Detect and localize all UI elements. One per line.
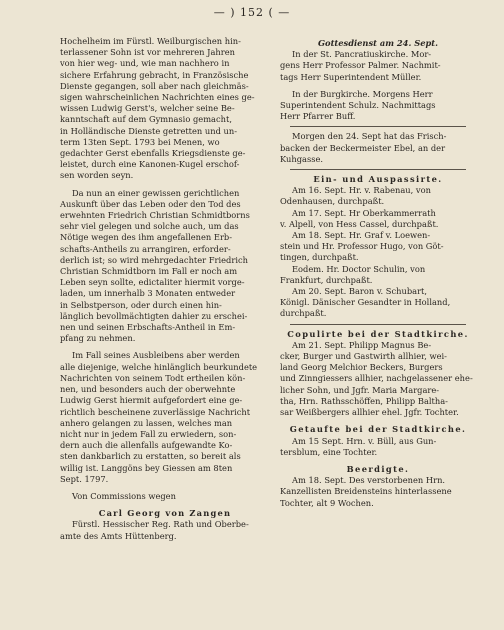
text-line: Odenhausen, durchpaßt. [280, 196, 385, 207]
text-line: Herr Pfarrer Buff. [280, 111, 356, 122]
buried-heading: Beerdigte. [346, 463, 410, 474]
text-line: Im Fall seines Ausbleibens aber werden [72, 350, 240, 361]
text-line: licher Sohn, und Jgfr. Maria Margare- [280, 384, 440, 395]
text-line: tingen, durchpaßt. [280, 252, 359, 263]
text-line: Am 17. Sept. Hr Oberkammerrath [292, 207, 436, 218]
text-line: Superintendent Schulz. Nachmittags [280, 100, 436, 111]
text-line: Kuhgasse. [280, 153, 324, 164]
text-line: Christian Schmidtborn im Fall er noch am [60, 266, 238, 277]
text-line: nen, und besonders auch der oberwehnte [60, 384, 236, 395]
signer-name: Carl Georg von Zangen [98, 508, 232, 519]
baptized-heading: Getaufte bei der Stadtkirche. [289, 424, 467, 435]
text-line: Auskunft über das Leben oder den Tod des [60, 198, 241, 209]
notice-paragraph-2 [60, 188, 270, 345]
text-line: alle diejenige, welche hinlänglich beurkundete [60, 361, 258, 372]
notice-paragraph-1 [60, 36, 270, 182]
text-line: in Holländische Dienste getretten und un- [60, 125, 238, 136]
text-line: amte des Amts Hüttenberg. [60, 530, 177, 541]
text-line: Fürstl. Hessischer Reg. Rath und Oberbe- [72, 519, 249, 530]
text-line: sigen wahrscheinlichen Nachrichten eines ge- [60, 92, 255, 103]
text-line: derlich ist; so wird mehrgedachter Friedrich [60, 254, 248, 265]
text-line: pfang zu nehmen. [60, 333, 136, 344]
text-line: Morgen den 24. Sept hat das Frisch- [292, 131, 447, 142]
text-line: sten dankbarlich zu erstatten, so bereit als [60, 451, 241, 462]
text-line: erwehnten Friedrich Christian Schmidtborns [60, 210, 250, 221]
baptized-entry [280, 436, 476, 458]
text-line: nicht nur in jedem Fall zu erwiedern, son- [60, 428, 237, 439]
text-line: Tochter, alt 9 Wochen. [280, 497, 374, 508]
text-line: willig ist. Langgöns bey Giessen am 8ten [60, 462, 233, 473]
text-line: kanntschaft auf dem Gymnasio gemacht, [60, 114, 232, 125]
left-column [60, 36, 270, 542]
bakers-notice [280, 131, 476, 165]
buried-entry [280, 475, 476, 509]
text-line: Sept. 1797. [60, 473, 109, 484]
divider [290, 324, 466, 325]
text-line: Nötige wegen des ihm angefallenen Erb- [60, 232, 233, 243]
text-line: Kanzellisten Breidensteins hinterlassene [280, 486, 452, 497]
text-line: terlassener Sohn ist vor mehreren Jahren [60, 47, 235, 58]
text-line: durchpaßt. [280, 308, 327, 319]
notice-paragraph-3 [60, 350, 270, 484]
text-line: nen und seinen Erbschafts-Antheil in Em- [60, 322, 236, 333]
text-line: In der Burgkirche. Morgens Herr [292, 88, 433, 99]
traveler-entry [280, 208, 476, 230]
text-line: Da nun an einer gewissen gerichtlichen [72, 187, 240, 198]
service-pancratius [280, 49, 476, 83]
text-line: tha, Hrn. Rathsschöffen, Philipp Baltha- [280, 395, 448, 406]
text-line: v. Alpell, von Hess Cassel, durchpaßt. [280, 218, 439, 229]
text-line: in Selbstperson, oder durch einen hin- [60, 299, 222, 310]
text-line: Frankfurt, durchpaßt. [280, 274, 373, 285]
travelers-list [280, 185, 476, 319]
page-number-header: — ) 152 ( — [213, 6, 291, 19]
text-line: Am 20. Sept. Baron v. Schubart, [292, 286, 428, 297]
text-line: Am 15 Sept. Hrn. v. Büll, aus Gun- [292, 435, 437, 446]
text-line: Dienste gegangen, soll aber nach gleichmäs- [60, 80, 249, 91]
text-line: backen der Beckermeister Ebel, an der [280, 142, 446, 153]
text-line: laden, um innerhalb 3 Monaten entweder [60, 288, 236, 299]
text-line: wissen Ludwig Gerst's, welcher seine Be- [60, 103, 235, 114]
text-line: dern auch die allenfalls aufgewandte Ko- [60, 440, 233, 451]
text-line: stein und Hr. Professor Hugo, von Göt- [280, 241, 444, 252]
text-line: leistet, durch eine Kanonen-Kugel erschof- [60, 159, 240, 170]
travelers-heading: Ein- und Auspassirte. [313, 174, 443, 185]
traveler-entry [280, 264, 476, 286]
traveler-entry [280, 185, 476, 207]
text-line: Hochelheim im Fürstl. Weilburgischen hin- [60, 36, 241, 46]
text-line: sehr viel gelegen und solche auch, um das [60, 221, 239, 232]
text-line: Am 21. Sept. Philipp Magnus Be- [292, 339, 432, 350]
text-line: richtlich bescheinene zuverlässige Nachricht [60, 406, 251, 417]
divider [290, 169, 466, 170]
married-heading: Copulirte bei der Stadtkirche. [287, 328, 469, 339]
commission-line: Von Commissions wegen [72, 490, 176, 501]
traveler-entry [280, 286, 476, 320]
divider [290, 126, 466, 127]
text-line: term 13ten Sept. 1793 bei Menen, wo [60, 136, 220, 147]
text-line: Eodem. Hr. Doctor Schulin, von [292, 263, 426, 274]
text-line: In der St. Pancratiuskirche. Mor- [292, 49, 432, 60]
text-line: schafts-Antheils zu arrangiren, erforder- [60, 243, 231, 254]
text-line: tags Herr Superintendent Müller. [280, 71, 422, 82]
text-line: von hier weg- und, wie man nachhero in [60, 58, 230, 69]
service-heading: Gottesdienst am 24. Sept. [317, 38, 439, 48]
married-entry [280, 340, 476, 418]
text-line: gens Herr Professor Palmer. Nachmit- [280, 60, 441, 71]
text-line: gedachter Gerst ebenfalls Kriegsdienste ge- [60, 148, 246, 159]
traveler-entry [280, 230, 476, 264]
text-line: Am 18. Sept. Hr. Graf v. Loewen- [292, 230, 431, 241]
text-line: sar Weißbergers allhier ehel. Jgfr. Tochter. [280, 407, 459, 418]
text-line: sichere Erfahrung gebracht, in Französische [60, 69, 249, 80]
text-line: tersblum, eine Tochter. [280, 446, 378, 457]
text-line: länglich bevollmächtigten dahier zu erschei- [60, 310, 248, 321]
text-line: anhero gelangen zu lassen, welches man [60, 417, 233, 428]
text-line: sen worden seyn. [60, 170, 134, 181]
text-line: Am 16. Sept. Hr. v. Rabenau, von [292, 185, 431, 196]
text-line: und Zinngiessers allhier, nachgelassener ehe- [280, 373, 473, 384]
text-line: land Georg Melchior Beckers, Burgers [280, 362, 443, 373]
text-line: Ludwig Gerst hiermit aufgefordert eine ge- [60, 395, 243, 406]
text-line: Nachrichten von seinem Todt ertheilen kön- [60, 372, 246, 383]
signer-title [60, 519, 270, 541]
text-line: Am 18. Sept. Des verstorbenen Hrn. [292, 475, 446, 486]
right-column [280, 36, 476, 509]
text-line: Leben seyn sollte, edictaliter hiermit vorge- [60, 277, 245, 288]
text-line: Königl. Dänischer Gesandter in Holland, [280, 297, 451, 308]
service-burgkirche [280, 89, 476, 123]
text-line: cker, Burger und Gastwirth allhier, wei- [280, 351, 447, 362]
